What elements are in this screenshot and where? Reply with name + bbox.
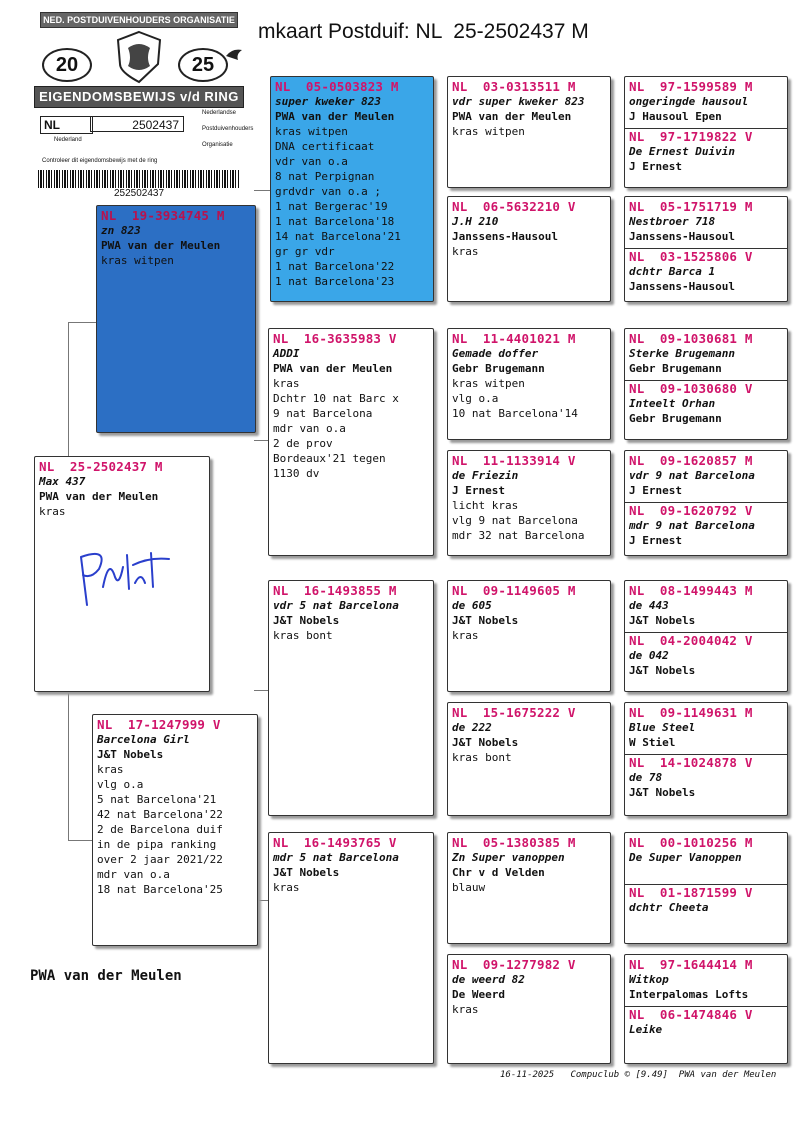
grandparent-card[interactable] (270, 76, 434, 302)
pigeon-name: vdr super kweker 823 (452, 95, 585, 108)
signature (69, 527, 179, 607)
barcode (38, 170, 240, 188)
description-line: mdr 32 nat Barcelona (452, 529, 585, 542)
ring-number: NL 09-1149631 M (629, 705, 753, 720)
ring-number: NL 04-2004042 V (629, 633, 753, 648)
owner-name: Gebr Brugemann (452, 362, 545, 375)
owner-name: J Ernest (452, 484, 505, 497)
owner-name: J&T Nobels (629, 786, 696, 799)
gen5-pair-card[interactable] (624, 450, 788, 556)
owner-name: W Stiel (629, 736, 676, 749)
gen5-pair-card[interactable] (624, 954, 788, 1064)
gen5-pair-card[interactable] (624, 196, 788, 302)
ring-number: NL 03-0313511 M (452, 79, 576, 94)
ring-number: NL 09-1620857 M (629, 453, 753, 468)
ring-number: NL 09-1149605 M (452, 583, 576, 598)
pigeon-name: Leike (629, 1023, 663, 1036)
great-grandparent-card[interactable] (447, 954, 611, 1064)
description-line: 18 nat Barcelona'25 (97, 883, 223, 896)
certificate-country: NL (40, 116, 93, 134)
ring-certificate (32, 12, 254, 199)
certificate-side-2: Postduivenhouders (202, 126, 254, 132)
description-line: kras (97, 763, 124, 776)
certificate-banner: NED. POSTDUIVENHOUDERS ORGANISATIE (40, 12, 238, 28)
pigeon-name: de 222 (452, 721, 492, 734)
year-right: 25 (178, 48, 228, 82)
pigeon-name: Barcelona Girl (97, 733, 190, 746)
owner-name: J&T Nobels (452, 736, 519, 749)
ring-number: NL 97-1719822 V (629, 129, 753, 144)
ring-number: NL 15-1675222 V (452, 705, 576, 720)
owner-name: Janssens-Hausoul (629, 230, 735, 243)
ring-number: NL 03-1525806 V (629, 249, 753, 264)
description-line: kras witpen (101, 254, 174, 267)
description-line: 5 nat Barcelona'21 (97, 793, 217, 806)
connector (68, 322, 69, 456)
ring-number: NL 14-1024878 V (629, 755, 753, 770)
owner-name: PWA van der Meulen (39, 490, 159, 503)
pigeon-name: Zn Super vanoppen (452, 851, 565, 864)
pigeon-name: dchtr Cheeta (629, 901, 709, 914)
ring-number: NL 16-3635983 V (273, 331, 397, 346)
certificate-side-1: Nederlandse (202, 110, 237, 116)
description-line: kras witpen (452, 377, 525, 390)
description-line: 1 nat Barcelona'22 (275, 260, 395, 273)
owner-name: J&T Nobels (452, 614, 519, 627)
description-line: vlg o.a (97, 778, 144, 791)
description-line: kras (39, 505, 66, 518)
grandparent-card[interactable] (268, 580, 434, 816)
pigeon-name: de Friezin (452, 469, 519, 482)
owner-name: J&T Nobels (273, 866, 340, 879)
description-line: 1130 dv (273, 467, 320, 480)
description-line: 1 nat Barcelona'18 (275, 215, 395, 228)
owner-name: PWA van der Meulen (452, 110, 572, 123)
pigeon-name: de 042 (629, 649, 669, 662)
description-line: kras (452, 245, 479, 258)
description-line: kras (273, 881, 300, 894)
certificate-country-label: Nederland (54, 137, 82, 143)
pigeon-name: de 605 (452, 599, 492, 612)
certificate-notice: Controleer dit eigendomsbewijs met de ring (42, 158, 158, 164)
pigeon-name: vdr 5 nat Barcelona (273, 599, 399, 612)
connector (254, 190, 270, 191)
grandparent-card[interactable] (268, 328, 434, 556)
ring-number: NL 19-3934745 M (101, 208, 225, 223)
description-line: over 2 jaar 2021/22 (97, 853, 223, 866)
ring-number: NL 25-2502437 M (39, 459, 163, 474)
connector (68, 322, 96, 323)
description-line: DNA certificaat (275, 140, 375, 153)
description-line: blauw (452, 881, 486, 894)
gen5-pair-card[interactable] (624, 76, 788, 188)
pigeon-name: mdr 5 nat Barcelona (273, 851, 399, 864)
great-grandparent-card[interactable] (447, 196, 611, 302)
pigeon-name: zn 823 (101, 224, 141, 237)
pigeon-name: Nestbroer 718 (629, 215, 716, 228)
owner-name: J Ernest (629, 160, 682, 173)
description-line: 42 nat Barcelona'22 (97, 808, 223, 821)
year-left: 20 (42, 48, 92, 82)
owner-name: Chr v d Velden (452, 866, 545, 879)
pigeon-name: de weerd 82 (452, 973, 525, 986)
description-line: kras bont (273, 629, 333, 642)
description-line: Bordeaux'21 tegen (273, 452, 386, 465)
description-line: grdvdr van o.a ; (275, 185, 381, 198)
ring-number: NL 16-1493855 M (273, 583, 397, 598)
ring-number: NL 01-1871599 V (629, 885, 753, 900)
pigeon-name: ongeringde hausoul (629, 95, 749, 108)
description-line: kras (452, 629, 479, 642)
barcode-number: 252502437 (113, 188, 165, 199)
ring-number: NL 11-4401021 M (452, 331, 576, 346)
owner-name: J&T Nobels (629, 664, 696, 677)
mother-card[interactable] (92, 714, 258, 946)
pigeon-name: Inteelt Orhan (629, 397, 716, 410)
owner-name: Janssens-Hausoul (629, 280, 735, 293)
ring-number: NL 11-1133914 V (452, 453, 576, 468)
owner-name: J Ernest (629, 534, 682, 547)
page-title: mkaart Postduif: NL 25-2502437 M (258, 20, 589, 43)
ring-number: NL 00-1010256 M (629, 835, 753, 850)
gen5-pair-card[interactable] (624, 832, 788, 944)
description-line: kras (273, 377, 300, 390)
great-grandparent-card[interactable] (447, 702, 611, 816)
description-line: vdr van o.a (275, 155, 348, 168)
great-grandparent-card[interactable] (447, 580, 611, 692)
description-line: in de pipa ranking (97, 838, 217, 851)
pigeon-name: super kweker 823 (275, 95, 381, 108)
certificate-ring-number: 2502437 (90, 116, 184, 132)
description-line: mdr van o.a (97, 868, 170, 881)
description-line: kras witpen (275, 125, 348, 138)
ring-number: NL 17-1247999 V (97, 717, 221, 732)
pigeon-name: de 443 (629, 599, 669, 612)
ring-number: NL 05-1751719 M (629, 199, 753, 214)
description-line: mdr van o.a (273, 422, 346, 435)
owner-name: J&T Nobels (97, 748, 164, 761)
father-card[interactable] (96, 205, 256, 433)
grandparent-card[interactable] (268, 832, 434, 1064)
description-line: Dchtr 10 nat Barc x (273, 392, 399, 405)
owner-name: PWA van der Meulen (273, 362, 393, 375)
ring-number: NL 06-1474846 V (629, 1007, 753, 1022)
pigeon-name: vdr 9 nat Barcelona (629, 469, 755, 482)
owner-name: J Hausoul Epen (629, 110, 722, 123)
pigeon-name: Sterke Brugemann (629, 347, 735, 360)
gen5-pair-card[interactable] (624, 328, 788, 440)
pigeon-icon (224, 46, 244, 64)
ring-number: NL 09-1030680 V (629, 381, 753, 396)
gen5-pair-card[interactable] (624, 702, 788, 816)
ring-number: NL 09-1620792 V (629, 503, 753, 518)
great-grandparent-card[interactable] (447, 450, 611, 556)
ring-number: NL 05-0503823 M (275, 79, 399, 94)
ring-number: NL 08-1499443 M (629, 583, 753, 598)
description-line: 2 de prov (273, 437, 333, 450)
gen5-pair-card[interactable] (624, 580, 788, 692)
description-line: 9 nat Barcelona (273, 407, 373, 420)
pigeon-name: De Super Vanoppen (629, 851, 742, 864)
ring-number: NL 05-1380385 M (452, 835, 576, 850)
ring-number: NL 09-1277982 V (452, 957, 576, 972)
description-line: gr gr vdr (275, 245, 335, 258)
pigeon-name: mdr 9 nat Barcelona (629, 519, 755, 532)
pigeon-name: de 78 (629, 771, 663, 784)
pigeon-name: Witkop (629, 973, 669, 986)
description-line: vlg 9 nat Barcelona (452, 514, 578, 527)
great-grandparent-card[interactable] (447, 832, 611, 944)
owner-name: Janssens-Hausoul (452, 230, 558, 243)
owner-name: PWA van der Meulen (101, 239, 221, 252)
pigeon-name: J.H 210 (452, 215, 499, 228)
certificate-title: EIGENDOMSBEWIJS v/d RING (34, 86, 244, 108)
great-grandparent-card[interactable] (447, 328, 611, 440)
owner-name: PWA van der Meulen (275, 110, 395, 123)
ring-number: NL 97-1644414 M (629, 957, 753, 972)
description-line: licht kras (452, 499, 519, 512)
owner-name: J Ernest (629, 484, 682, 497)
pigeon-name: Gemade doffer (452, 347, 539, 360)
pigeon-name: ADDI (273, 347, 300, 360)
subject-card[interactable] (34, 456, 210, 692)
breeder-name: PWA van der Meulen (30, 968, 182, 984)
owner-name: De Weerd (452, 988, 505, 1001)
description-line: kras witpen (452, 125, 525, 138)
certificate-side-3: Organisatie (202, 142, 233, 148)
great-grandparent-card[interactable] (447, 76, 611, 188)
ring-number: NL 16-1493765 V (273, 835, 397, 850)
owner-name: Gebr Brugemann (629, 362, 722, 375)
footer-text: 16-11-2025 Compuclub © [9.49] PWA van der Meulen (500, 1070, 777, 1080)
description-line: kras (452, 1003, 479, 1016)
owner-name: J&T Nobels (273, 614, 340, 627)
description-line: 1 nat Barcelona'23 (275, 275, 395, 288)
lion-emblem-icon (110, 28, 168, 84)
owner-name: Interpalomas Lofts (629, 988, 749, 1001)
pigeon-name: De Ernest Duivin (629, 145, 735, 158)
pigeon-name: Blue Steel (629, 721, 696, 734)
description-line: 10 nat Barcelona'14 (452, 407, 578, 420)
description-line: 8 nat Perpignan (275, 170, 375, 183)
ring-number: NL 09-1030681 M (629, 331, 753, 346)
pigeon-name: Max 437 (39, 475, 86, 488)
description-line: vlg o.a (452, 392, 499, 405)
pigeon-name: dchtr Barca 1 (629, 265, 716, 278)
ring-number: NL 97-1599589 M (629, 79, 753, 94)
description-line: 1 nat Bergerac'19 (275, 200, 388, 213)
ring-number: NL 06-5632210 V (452, 199, 576, 214)
description-line: kras bont (452, 751, 512, 764)
description-line: 2 de Barcelona duif (97, 823, 223, 836)
owner-name: Gebr Brugemann (629, 412, 722, 425)
description-line: 14 nat Barcelona'21 (275, 230, 401, 243)
owner-name: J&T Nobels (629, 614, 696, 627)
